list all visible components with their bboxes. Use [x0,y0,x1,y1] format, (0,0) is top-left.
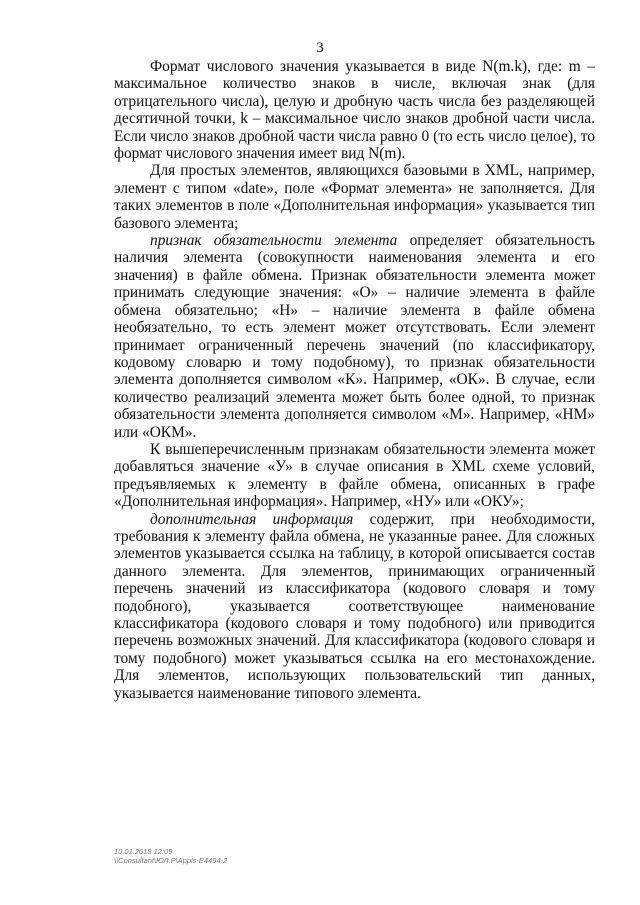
paragraph-number-format [114,58,595,162]
paragraph-text: Для простых элементов, являющихся базовыми в XML, например, элемент с типом «date», поле «Формат элемента» не заполняется. Для таких элементов в поле «Дополнительная информация» указывается тип базового элемента; [114,162,595,232]
footer-file-path: \\Consultant\ЮЛ.Р\Appls-Е4494-2 [114,856,228,865]
paragraph-simple-elements [114,162,595,232]
paragraph-obligatory-sign [114,232,595,441]
paragraph-text: содержит, при необходимости, требования к элементу файла обмена, не указанные ранее. Для сложных элементов указывается ссылка на таблицу, в которой описывается состав данного элемента. Для элементов, принимающих ограниченный перечень значений из классификатора (кодового словаря и тому подобного), указывается соответствующее наименование классификатора (кодового словаря и тому подобного) или приводится перечень возможных значений. Для классификатора (кодового словаря и тому подобного) может указываться ссылка на его местонахождение. Для элементов, использующих пользовательский тип данных, указывается наименование типового элемента. [114,510,595,702]
paragraph-additional-info [114,511,595,702]
footer-timestamp: 10.01.2018 12:09 [114,847,173,856]
paragraph-text: Формат числового значения указывается в виде N(m.k), где: m – максимальное количество знаков в числе, включая знак (для отрицательного числа), целую и дробную часть числа без разделяющей десятичной точки, k – максимальное число знаков дробной части числа. Если число знаков дробной части числа равно 0 (то есть число целое), то формат числового значения имеет вид N(m). [114,58,595,163]
paragraph-text: определяет обязательность наличия элемента (совокупности наименования элемента и его значения) в файле обмена. Признак обязательности элемента может принимать следующие значения: «О» – наличие элемента в файле обмена обязательно; «Н» – наличие элемента в файле обмена необязательно, то есть элемент может отсутствовать. Если элемент принимает ограниченный перечень значений (по классификатору, кодовому словарю и тому подобному), то признак обязательности элемента дополняется символом «К». Например, «ОК». В случае, если количество реализаций элемента может быть более одной, то признак обязательности элемента дополняется символом «М». Например, «НМ» или «ОКМ». [114,232,595,441]
document-footer [114,847,227,865]
term-additional-info: дополнительная информация [150,510,354,528]
paragraph-text: К вышеперечисленным признакам обязательности элемента может добавляться значение «У» в случае описания в XML схеме условий, предъявляемых к элементу в файле обмена, описанных в графе «Дополнительная информация». Например, «НУ» или «ОКУ»; [114,440,595,511]
paragraph-condition-value [114,441,595,511]
document-body [114,58,595,702]
page-number: 3 [316,40,324,56]
term-obligatory-sign: признак обязательности элемента [150,232,398,250]
